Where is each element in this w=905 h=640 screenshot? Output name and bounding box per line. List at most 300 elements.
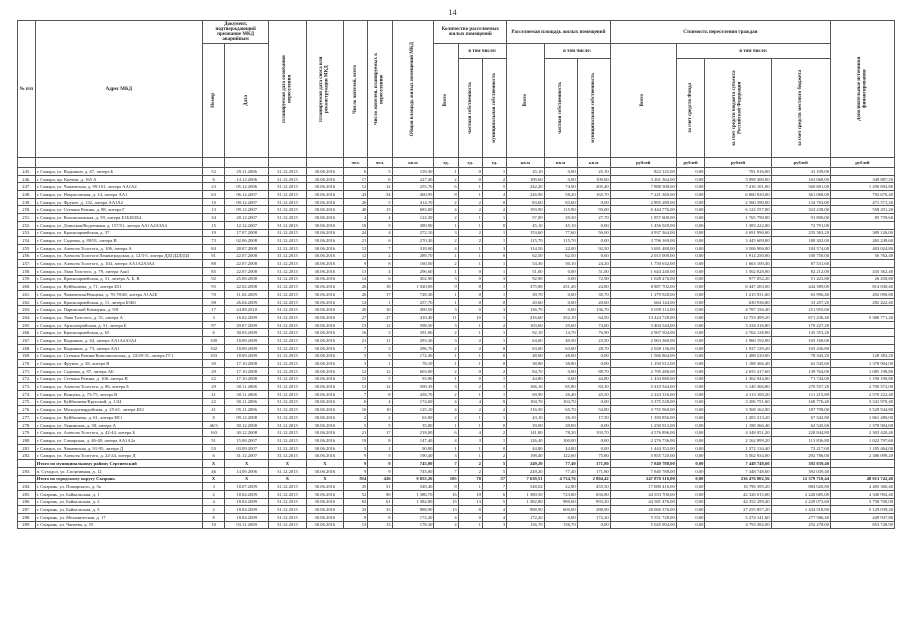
table-cell: 46: [203, 467, 225, 475]
table-cell: 7 840 788,00: [610, 460, 676, 468]
table-cell: 88: [203, 260, 225, 268]
table-cell: 30.06.2016: [306, 414, 343, 422]
table-cell: 8: [368, 390, 392, 398]
table-cell: 70: [203, 291, 225, 299]
table-row: [18, 291, 895, 299]
table-cell: 5: [344, 421, 368, 429]
table-header: [18, 21, 895, 168]
table-cell: 17.07.2008: [225, 229, 269, 237]
table-cell: 888,90: [392, 506, 434, 514]
table-cell: 1: [434, 267, 458, 275]
table-cell: 12: [368, 183, 392, 191]
table-cell: 4: [482, 506, 506, 514]
table-row: [18, 367, 895, 375]
table-cell: 2: [482, 429, 506, 437]
table-row: [18, 490, 895, 498]
table-cell: 30.11.2006: [225, 383, 269, 391]
table-cell: 3 758 700,00: [831, 498, 895, 506]
table-cell: 0: [482, 421, 506, 429]
table-cell: 0,00: [676, 490, 705, 498]
table-cell: 44 553 700,00: [610, 490, 676, 498]
table-cell: 398,50: [392, 321, 434, 329]
table-cell: 92,90: [507, 275, 544, 283]
table-cell: 31.12.2015: [269, 221, 306, 229]
table-cell: 40,50: [544, 337, 577, 345]
table-cell: 7: [434, 467, 458, 475]
table-cell: 1: [482, 283, 506, 291]
table-cell: 0,00: [676, 221, 705, 229]
table-cell: 283.: [18, 467, 36, 475]
table-cell: 0: [482, 198, 506, 206]
table-cell: 2: [482, 321, 506, 329]
unit: рублей: [676, 158, 705, 168]
table-cell: 1 022 797,60: [831, 437, 895, 445]
table-cell: 78,10: [392, 360, 434, 368]
table-cell: 293,30: [392, 337, 434, 345]
table-cell: 5: [368, 452, 392, 460]
table-cell: 888,90: [507, 506, 544, 514]
table-cell: 1: [482, 337, 506, 345]
table-cell: 17: [344, 175, 368, 183]
table-cell: 90,80: [392, 444, 434, 452]
table-cell: 26: [344, 291, 368, 299]
table-cell: 35: [344, 483, 368, 491]
table-cell: 26,10: [544, 414, 577, 422]
table-cell: 83,60: [507, 198, 544, 206]
resettlement-table: [17, 20, 895, 529]
table-cell: 0: [482, 298, 506, 306]
table-cell: 435 362,40: [831, 267, 895, 275]
table-cell: 8: [203, 414, 225, 422]
table-cell: 1 383 222,00: [705, 221, 771, 229]
table-cell: 257.: [18, 260, 36, 268]
table-cell: 22: [203, 398, 225, 406]
table-cell: 3: [434, 383, 458, 391]
table-cell: 548,40: [392, 483, 434, 491]
table-cell: 0,00: [544, 267, 577, 275]
table-cell: 1: [482, 375, 506, 383]
table-cell: 92: [203, 275, 225, 283]
table-cell: 0,00: [676, 475, 705, 483]
table-cell: 31.12.2015: [269, 214, 306, 222]
table-cell: 0,00: [577, 237, 610, 245]
table-cell: 27,70: [577, 214, 610, 222]
table-cell: 3 755 960,00: [610, 406, 676, 414]
table-cell: 145 353,20: [771, 329, 831, 337]
table-cell: 284.: [18, 483, 36, 491]
table-cell: 1 380,70: [392, 490, 434, 498]
unit: ед.: [458, 158, 482, 168]
table-cell: 4: [458, 429, 482, 437]
table-cell: 63: [203, 191, 225, 199]
table-row: [18, 175, 895, 183]
table-cell: 0,00: [676, 283, 705, 291]
table-cell: 5 410 544,00: [610, 383, 676, 391]
table-cell: 4: [434, 406, 458, 414]
table-cell: 255,70: [392, 183, 434, 191]
cell-address: г. Самара, ул. Красноармейская, д. 65: [35, 329, 202, 337]
table-cell: 2: [434, 367, 458, 375]
table-cell: 259.: [18, 275, 36, 283]
table-cell: 25,10: [577, 168, 610, 176]
table-cell: 1 444 352,00: [610, 444, 676, 452]
table-cell: 277 586,40: [771, 513, 831, 521]
table-cell: 1 927 129,20: [705, 344, 771, 352]
table-cell: 52: [344, 490, 368, 498]
table-cell: 2 229 073,60: [771, 498, 831, 506]
table-cell: 31.12.2007: [225, 452, 269, 460]
table-cell: 2: [434, 329, 458, 337]
col-num: № п/п: [18, 21, 36, 158]
cell-address: г. Сызрань, ул. Пожарского, д. 5а: [35, 483, 202, 491]
table-cell: 455,50: [577, 483, 610, 491]
table-cell: 31.12.2015: [269, 406, 306, 414]
table-cell: 31.12.2015: [269, 498, 306, 506]
table-cell: 30.06.2016: [306, 237, 343, 245]
table-cell: 126,40: [507, 437, 544, 445]
table-cell: 39,70: [577, 291, 610, 299]
table-cell: 292 786,00: [771, 452, 831, 460]
table-cell: 11.02.2009: [225, 291, 269, 299]
table-cell: 30.03.2009: [225, 329, 269, 337]
table-cell: 10: [458, 490, 482, 498]
table-cell: 7 416 101,00: [705, 183, 771, 191]
cell-address: г. Самара, ул. Чапаевская, д. 99-101, литера АА1А2: [35, 183, 202, 191]
table-row: [18, 168, 895, 176]
table-cell: 26: [344, 283, 368, 291]
cell-address: г. Самара, ул. Садовая, д. 89/91, литера В: [35, 237, 202, 245]
col-address: Адрес МКД: [35, 21, 202, 158]
table-cell: 460,95: [392, 191, 434, 199]
table-cell: 30.06.2016: [306, 490, 343, 498]
table-cell: 2 560 390,00: [705, 198, 771, 206]
table-cell: 17,50: [577, 414, 610, 422]
table-cell: 361 068,00: [771, 191, 831, 199]
table-cell: 18.04.2009: [225, 498, 269, 506]
table-cell: 1 250 912,00: [610, 360, 676, 368]
table-cell: 4: [434, 521, 458, 529]
table-cell: 247 870 316,00: [610, 475, 676, 483]
table-cell: 103,60: [507, 321, 544, 329]
cell-address: г. Самара, пр. Киевов, д. 165 А: [35, 175, 202, 183]
table-cell: 251,40: [544, 283, 577, 291]
table-cell: 85 759,60: [831, 214, 895, 222]
table-cell: 265.: [18, 321, 36, 329]
table-cell: 1 750 632,00: [610, 260, 676, 268]
table-cell: 1: [458, 329, 482, 337]
table-cell: 389 126,00: [831, 229, 895, 237]
table-cell: 1: [368, 360, 392, 368]
table-cell: 0,00: [676, 260, 705, 268]
table-row: [18, 237, 895, 245]
table-cell: 5 039 112,00: [610, 306, 676, 314]
table-cell: 109,60: [577, 175, 610, 183]
table-cell: [831, 467, 895, 475]
col-extra: Дополнительные источники финансирования: [831, 21, 895, 158]
table-cell: 30.06.2016: [306, 175, 343, 183]
table-cell: 0: [482, 398, 506, 406]
table-cell: 14: [344, 298, 368, 306]
table-cell: 139 764,00: [771, 367, 831, 375]
table-cell: 134 763,00: [771, 198, 831, 206]
table-cell: 548,02: [507, 483, 544, 491]
table-cell: 0,00: [544, 367, 577, 375]
table-cell: 115,70: [544, 237, 577, 245]
table-cell: 2 113 100,20: [705, 390, 771, 398]
table-cell: 30.06.2016: [306, 383, 343, 391]
table-cell: 2 063 360,00: [610, 337, 676, 345]
table-cell: 42 352 299,40: [705, 498, 771, 506]
table-cell: 14: [344, 275, 368, 283]
table-cell: 10: [203, 198, 225, 206]
table-cell: 6: [344, 168, 368, 176]
table-cell: 62 545,60: [771, 360, 831, 368]
cell-address: г. Самара, ул. Степана Разина, д. 106, литера В: [35, 375, 202, 383]
table-cell: 31.12.2015: [269, 421, 306, 429]
table-cell: 0,00: [676, 414, 705, 422]
cell-address: г. Самара, ул. Алексея Толстого/Ленинградская, д. 12/3-5, литера ДД1Д2Д3Д4: [35, 252, 202, 260]
table-cell: 13: [458, 498, 482, 506]
table-cell: 184 574,00: [771, 244, 831, 252]
table-cell: 2: [434, 414, 458, 422]
table-cell: 6: [368, 237, 392, 245]
table-cell: 1 914 250,00: [705, 252, 771, 260]
table-cell: 0,00: [544, 513, 577, 521]
table-cell: 4: [344, 214, 368, 222]
table-cell: 392 039,40: [771, 467, 831, 475]
table-cell: 2 224 316,00: [610, 390, 676, 398]
table-cell: [831, 460, 895, 468]
table-cell: 104,70: [507, 398, 544, 406]
table-cell: 6: [344, 398, 368, 406]
table-cell: 2 276 736,00: [610, 437, 676, 445]
table-cell: 48 013 742,40: [831, 475, 895, 483]
table-cell: 34: [368, 191, 392, 199]
table-cell: 0,00: [676, 237, 705, 245]
table-cell: 114,50: [507, 244, 544, 252]
col-cost-local: за счет средств местного бюджета: [771, 59, 831, 158]
table-cell: 3: [458, 437, 482, 445]
table-cell: 1: [434, 421, 458, 429]
table-cell: 392 039,40: [771, 460, 831, 468]
table-cell: 97: [203, 321, 225, 329]
table-cell: 0,00: [676, 375, 705, 383]
table-cell: 0: [458, 175, 482, 183]
table-cell: 168 776,40: [771, 398, 831, 406]
table-cell: 31.12.2015: [269, 506, 306, 514]
table-cell: 286.: [18, 498, 36, 506]
table-cell: 84,70: [507, 367, 544, 375]
table-cell: 172,20: [577, 513, 610, 521]
table-cell: 172,40: [392, 352, 434, 360]
table-cell: 0: [458, 267, 482, 275]
table-cell: 64,00: [507, 337, 544, 345]
table-cell: 268.: [18, 344, 36, 352]
cell-address: г. Сызрань, ул. Механическая, д. 17: [35, 513, 202, 521]
table-cell: X: [225, 475, 269, 483]
table-cell: 1 185 464,00: [831, 444, 895, 452]
table-cell: 63,00: [507, 344, 544, 352]
table-cell: 0,00: [676, 367, 705, 375]
table-cell: 0,00: [676, 513, 705, 521]
cell-address: г. Самара, ул. Куйбышева, д. 61, литера ЕЕ1: [35, 414, 202, 422]
table-cell: 2: [458, 229, 482, 237]
table-cell: 0,00: [676, 498, 705, 506]
table-cell: 45,10: [544, 221, 577, 229]
table-cell: 73: [203, 237, 225, 245]
table-cell: 103: [203, 352, 225, 360]
cell-address: г. Сызрань, ул. Чапаева, д. 55: [35, 521, 202, 529]
table-cell: 24: [344, 229, 368, 237]
cell-address: г. Самара, ул. Куйбышева/Крупской, д. 1/24: [35, 398, 202, 406]
table-cell: 1: [434, 168, 458, 176]
table-cell: 6: [434, 183, 458, 191]
table-cell: 1: [482, 314, 506, 322]
table-cell: 27: [344, 314, 368, 322]
table-cell: 1 362 944,00: [705, 375, 771, 383]
table-cell: 13 424 728,00: [610, 314, 676, 322]
table-cell: 0,00: [544, 175, 577, 183]
table-cell: [831, 168, 895, 176]
table-cell: 3: [482, 306, 506, 314]
table-cell: 0: [482, 221, 506, 229]
table-cell: 05.11.2006: [225, 406, 269, 414]
table-cell: 31.12.2015: [269, 252, 306, 260]
table-cell: 560 681,00: [771, 183, 831, 191]
table-cell: 2: [482, 367, 506, 375]
cell-address: г. Самара, ул. Алексея Толстого, д. 42-44, литера Б: [35, 429, 202, 437]
table-cell: 30.06.2016: [306, 337, 343, 345]
table-cell: 2 795 280,00: [610, 367, 676, 375]
table-cell: 0,00: [676, 467, 705, 475]
table-cell: 745,00: [392, 467, 434, 475]
table-cell: 296,60: [392, 267, 434, 275]
table-cell: X: [269, 475, 306, 483]
table-cell: 0,00: [577, 444, 610, 452]
table-cell: 42 326 015,00: [705, 490, 771, 498]
table-cell: 745,00: [392, 460, 434, 468]
unit: чел.: [344, 158, 368, 168]
col-residents: Число жителей, всего: [344, 21, 368, 158]
table-cell: 288.: [18, 513, 36, 521]
table-cell: 0,00: [676, 244, 705, 252]
table-cell: 1 028 476,00: [610, 275, 676, 283]
table-cell: 282 422,40: [831, 298, 895, 306]
table-cell: 989,60: [544, 498, 577, 506]
table-cell: 71 744,00: [771, 375, 831, 383]
cell-address: г. Сызрань, ул. Байкальская, д. 2: [35, 498, 202, 506]
table-cell: 31.12.2015: [269, 298, 306, 306]
table-row: [18, 314, 895, 322]
table-cell: 269.: [18, 352, 36, 360]
table-row: [18, 298, 895, 306]
table-cell: 41 109,00: [771, 168, 831, 176]
table-cell: 31.12.2015: [269, 168, 306, 176]
table-cell: 12 379 710,44: [771, 475, 831, 483]
table-cell: 128 383,20: [831, 352, 895, 360]
table-cell: 4: [368, 229, 392, 237]
table-cell: 2: [458, 198, 482, 206]
table-cell: 500,39: [392, 383, 434, 391]
table-cell: 2: [203, 506, 225, 514]
table-cell: 1 188 366,40: [705, 421, 771, 429]
table-cell: 23: [203, 183, 225, 191]
cell-address: г. Самара, ул. Молодогвардейская, д. 25-61, литера ББ1: [35, 406, 202, 414]
table-cell: 1: [458, 421, 482, 429]
table-cell: 23,50: [577, 337, 610, 345]
table-cell: 2: [434, 390, 458, 398]
table-cell: 76,90: [577, 329, 610, 337]
table-cell: 0: [458, 367, 482, 375]
table-cell: 1 279 928,00: [610, 291, 676, 299]
table-cell: 30.06.2016: [306, 321, 343, 329]
table-cell: 18: [368, 283, 392, 291]
table-cell: 3 691 480,00: [610, 244, 676, 252]
table-cell: 9: [344, 513, 368, 521]
table-cell: 153,60: [507, 229, 544, 237]
table-cell: 1: [482, 229, 506, 237]
table-cell: 8: [368, 513, 392, 521]
table-cell: 0,00: [676, 191, 705, 199]
table-cell: 0,00: [676, 206, 705, 214]
col-doc-number: Номер: [203, 44, 225, 158]
table-cell: 28.12.2007: [225, 214, 269, 222]
table-row: [18, 506, 895, 514]
unit: рублей: [705, 158, 771, 168]
table-cell: 1 960 192,00: [705, 337, 771, 345]
table-cell: 63,90: [392, 414, 434, 422]
table-cell: 75,80: [577, 452, 610, 460]
table-cell: 5 129 039,20: [831, 506, 895, 514]
table-cell: 0,00: [676, 175, 705, 183]
table-cell: 389,90: [392, 221, 434, 229]
table-cell: 3: [434, 306, 458, 314]
table-cell: 4: [482, 513, 506, 521]
table-cell: 5: [368, 168, 392, 176]
table-cell: [18, 460, 36, 468]
table-cell: 1 085 198,80: [831, 367, 895, 375]
table-cell: 2: [368, 252, 392, 260]
cell-address: г. Самара, ул. Куйбышева, д. 71, литера Б51: [35, 283, 202, 291]
table-cell: 30.06.2016: [306, 437, 343, 445]
table-cell: 1: [458, 191, 482, 199]
table-cell: 31.12.2015: [269, 237, 306, 245]
table-cell: 17 680 416,00: [610, 483, 676, 491]
table-cell: 1 562 028,00: [705, 267, 771, 275]
table-cell: 0,00: [544, 306, 577, 314]
table-cell: 170 227,20: [771, 321, 831, 329]
col-area-group: Расселяемая площадь жилых помещений: [507, 21, 611, 44]
table-cell: 28,70: [577, 344, 610, 352]
table-cell: 4 734,76: [544, 475, 577, 483]
table-cell: 56 762,40: [831, 252, 895, 260]
table-cell: 30.06.2016: [306, 367, 343, 375]
table-cell: 65,70: [544, 406, 577, 414]
table-cell: 403 024,80: [831, 244, 895, 252]
table-cell: 1 765 790,00: [705, 214, 771, 222]
table-cell: 30.06.2016: [306, 283, 343, 291]
table-cell: 1: [458, 352, 482, 360]
table-cell: 2: [434, 344, 458, 352]
col-cost-incl: в том числе:: [676, 44, 830, 59]
table-cell: 74,90: [544, 183, 577, 191]
table-cell: 2: [458, 406, 482, 414]
table-cell: 2: [458, 467, 482, 475]
table-cell: 5: [344, 352, 368, 360]
table-cell: 67 542,80: [771, 414, 831, 422]
table-cell: 7: [344, 390, 368, 398]
table-cell: 30.06.2016: [306, 314, 343, 322]
